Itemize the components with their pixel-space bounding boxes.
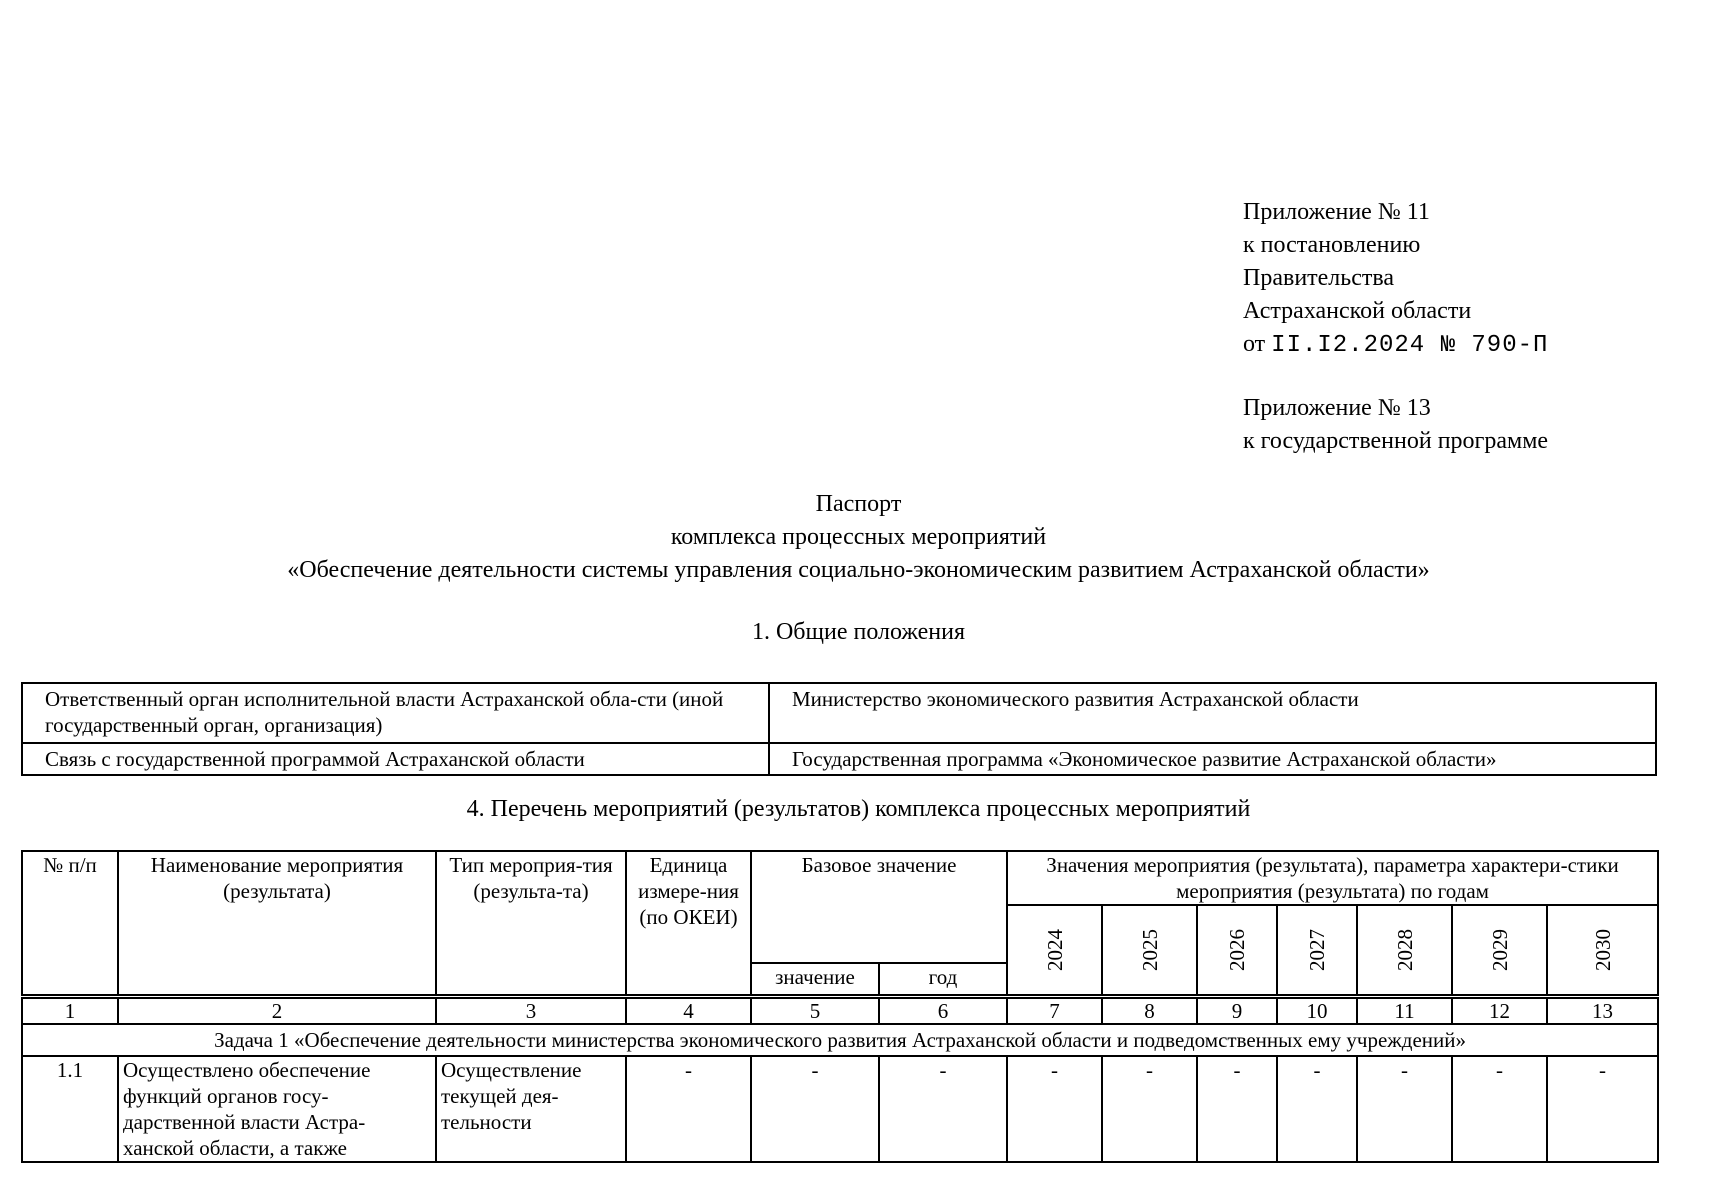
appendix-11-date-prefix: от (1243, 331, 1266, 357)
general-label-cell: Связь с государственной программой Астраханской области (22, 743, 769, 775)
title-line2: комплекса процессных мероприятий (670, 524, 1047, 550)
appendix-13-block (1243, 392, 1548, 458)
row-num: 1.1 (22, 1056, 118, 1162)
row-value-2029: - (1452, 1056, 1547, 1162)
header-type: Тип мероприя-тия (результа-та) (436, 851, 626, 997)
table-row (22, 743, 1656, 775)
year-label: 2028 (1392, 929, 1417, 971)
year-label: 2027 (1305, 929, 1330, 971)
column-number: 7 (1007, 997, 1102, 1025)
column-number: 13 (1547, 997, 1658, 1025)
header-base: Базовое значение (751, 851, 1007, 963)
column-number: 8 (1102, 997, 1197, 1025)
column-number-row (22, 997, 1658, 1025)
year-label: 2029 (1487, 929, 1512, 971)
appendix-11-date-number: II.I2.2024 № 790-П (1271, 332, 1549, 359)
section-4-heading: 4. Перечень мероприятий (результатов) комплекса процессных мероприятий (466, 796, 1251, 822)
year-label: 2026 (1225, 929, 1250, 971)
header-year (1102, 905, 1197, 997)
header-year (1277, 905, 1357, 997)
task-row (22, 1024, 1658, 1056)
row-type: Осуществление текущей дея-тельности (436, 1056, 626, 1162)
year-label: 2024 (1042, 929, 1067, 971)
general-value-cell: Государственная программа «Экономическое развитие Астраханской области» (769, 743, 1656, 775)
row-value-2027: - (1277, 1056, 1357, 1162)
column-number: 10 (1277, 997, 1357, 1025)
header-name: Наименование мероприятия (результата) (118, 851, 436, 997)
appendix-11-line1: Приложение № 11 (1243, 199, 1430, 225)
header-base-value: значение (751, 963, 879, 997)
header-year (1547, 905, 1658, 997)
column-number: 4 (626, 997, 751, 1025)
task-title: Задача 1 «Обеспечение деятельности министерства экономического развития Астраханской области и подведомственных ему учреждений» (22, 1024, 1658, 1056)
document-title (0, 488, 1717, 587)
header-num: № п/п (22, 851, 118, 997)
appendix-11-line2: к постановлению (1243, 232, 1421, 258)
year-label: 2025 (1137, 929, 1162, 971)
year-label: 2030 (1590, 929, 1615, 971)
general-provisions-table (21, 682, 1657, 776)
appendix-11-line4: Астраханской области (1243, 298, 1472, 324)
table-row (22, 1056, 1658, 1162)
header-unit: Единица измере-ния (по ОКЕИ) (626, 851, 751, 997)
appendix-13-line2: к государственной программе (1243, 428, 1549, 454)
column-number: 9 (1197, 997, 1277, 1025)
table-row (22, 683, 1656, 743)
row-value-2028: - (1357, 1056, 1452, 1162)
header-row (22, 851, 1658, 905)
general-label-cell: Ответственный орган исполнительной власти Астраханской обла-сти (иной государственный орган, организация) (22, 683, 769, 743)
appendix-13-line1: Приложение № 13 (1243, 395, 1431, 421)
header-values: Значения мероприятия (результата), параметра характери-стики мероприятия (результата) по годам (1007, 851, 1658, 905)
measures-table (21, 850, 1659, 1163)
title-line3: «Обеспечение деятельности системы управления социально-экономическим развитием Астраханской области» (287, 557, 1430, 583)
column-number: 6 (879, 997, 1007, 1025)
row-value-2025: - (1102, 1056, 1197, 1162)
appendix-11-line3: Правительства (1243, 265, 1395, 291)
column-number: 3 (436, 997, 626, 1025)
row-base-value: - (751, 1056, 879, 1162)
row-value-2024: - (1007, 1056, 1102, 1162)
appendix-11-line5 (1243, 328, 1548, 362)
header-year (1357, 905, 1452, 997)
header-year (1452, 905, 1547, 997)
column-number: 5 (751, 997, 879, 1025)
row-unit: - (626, 1056, 751, 1162)
row-name: Осуществлено обеспечение функций органов госу-дарственной власти Астра-ханской области, а также (118, 1056, 436, 1162)
header-year (1007, 905, 1102, 997)
header-base-year: год (879, 963, 1007, 997)
title-line1: Паспорт (815, 491, 902, 517)
general-value-cell: Министерство экономического развития Астраханской области (769, 683, 1656, 743)
row-value-2026: - (1197, 1056, 1277, 1162)
header-year (1197, 905, 1277, 997)
row-value-2030: - (1547, 1056, 1658, 1162)
section-1-heading: 1. Общие положения (751, 619, 966, 645)
column-number: 1 (22, 997, 118, 1025)
column-number: 11 (1357, 997, 1452, 1025)
column-number: 2 (118, 997, 436, 1025)
column-number: 12 (1452, 997, 1547, 1025)
row-base-year: - (879, 1056, 1007, 1162)
appendix-11-block (1243, 196, 1548, 362)
